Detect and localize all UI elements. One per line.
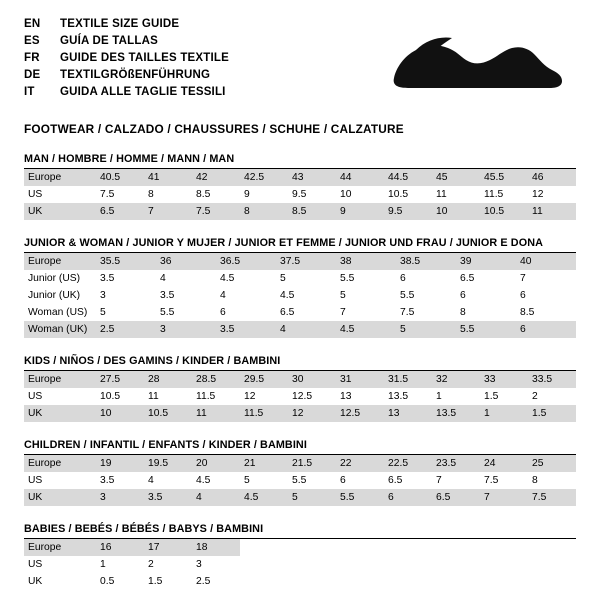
row-label: Europe [24, 169, 96, 186]
size-cell [528, 573, 576, 590]
size-cell: 42 [192, 169, 240, 186]
table-row [24, 556, 576, 573]
size-cell: 5.5 [160, 307, 175, 318]
size-cell: 43 [288, 169, 336, 186]
size-cell: 33 [480, 371, 528, 388]
size-cell [528, 556, 576, 573]
size-cell: 38.5 [396, 253, 456, 270]
language-title: GUIDA ALLE TAGLIE TESSILI [60, 86, 226, 98]
language-code: DE [24, 69, 41, 81]
size-cell: 4 [160, 273, 166, 284]
size-cell: 6 [384, 489, 432, 506]
size-cell: 1 [100, 559, 106, 570]
size-cell: 40.5 [96, 169, 144, 186]
language-code: EN [24, 18, 41, 30]
table-row [24, 304, 576, 321]
size-cell: 44.5 [384, 169, 432, 186]
size-cell: 5.5 [340, 273, 355, 284]
size-cell: 2.5 [196, 576, 211, 587]
size-cell: 5 [100, 307, 106, 318]
size-cell: 11 [436, 189, 447, 200]
size-cell: 11.5 [484, 189, 504, 200]
language-code: IT [24, 86, 35, 98]
size-cell: 4.5 [240, 489, 288, 506]
size-cell: 16 [96, 539, 144, 556]
size-cell [240, 539, 288, 556]
row-label: UK [24, 405, 96, 422]
size-cell: 12 [244, 391, 256, 402]
row-label: Junior (US) [28, 273, 81, 284]
size-cell: 7 [144, 203, 192, 220]
row-label: Woman (UK) [24, 321, 96, 338]
size-cell [480, 539, 528, 556]
size-cell: 11.5 [196, 391, 216, 402]
size-cell: 41 [144, 169, 192, 186]
size-cell: 6.5 [432, 489, 480, 506]
size-cell: 3.5 [160, 290, 175, 301]
size-cell: 4 [192, 489, 240, 506]
size-cell: 23.5 [432, 455, 480, 472]
size-cell: 42.5 [240, 169, 288, 186]
size-cell: 36 [156, 253, 216, 270]
size-cell: 7 [480, 489, 528, 506]
size-cell: 37.5 [276, 253, 336, 270]
language-code: ES [24, 35, 40, 47]
size-cell [384, 573, 432, 590]
size-table [24, 455, 576, 506]
table-row [24, 472, 576, 489]
size-cell: 5 [396, 321, 456, 338]
size-table-body [24, 371, 576, 422]
size-cell: 5.5 [456, 321, 516, 338]
size-cell: 7.5 [484, 475, 499, 486]
table-row [24, 405, 576, 422]
size-cell [288, 539, 336, 556]
size-cell: 46 [528, 169, 576, 186]
row-label: UK [24, 203, 96, 220]
size-cell: 7 [340, 307, 346, 318]
size-cell: 6 [520, 290, 526, 301]
table-row [24, 388, 576, 405]
size-cell: 45 [432, 169, 480, 186]
row-label: Woman (US) [28, 307, 88, 318]
size-cell: 39 [456, 253, 516, 270]
size-tables-container [0, 153, 600, 590]
page-title: FOOTWEAR / CALZADO / CHAUSSURES / SCHUHE / CALZATURE [24, 122, 404, 136]
size-cell [288, 573, 336, 590]
size-cell: 13.5 [432, 405, 480, 422]
size-table-body [24, 539, 576, 590]
row-label: Junior (UK) [28, 290, 81, 301]
language-code: FR [24, 52, 40, 64]
size-cell [336, 539, 384, 556]
size-cell: 8.5 [288, 203, 336, 220]
size-cell: 8.5 [196, 189, 211, 200]
size-table-body [24, 169, 576, 220]
size-block-babies [0, 523, 600, 590]
table-row [24, 573, 576, 590]
size-cell: 1 [436, 391, 442, 402]
language-title: TEXTILE SIZE GUIDE [60, 18, 180, 30]
size-cell: 9 [336, 203, 384, 220]
size-cell: 8.5 [520, 307, 535, 318]
table-row [24, 539, 576, 556]
size-cell: 2 [532, 391, 538, 402]
size-cell: 31.5 [384, 371, 432, 388]
size-cell [384, 556, 432, 573]
size-cell: 13 [340, 391, 352, 402]
size-cell: 4.5 [196, 475, 211, 486]
size-block-heading: CHILDREN / INFANTIL / ENFANTS / KINDER / BAMBINI [24, 439, 576, 455]
language-row [24, 67, 229, 84]
size-cell [432, 539, 480, 556]
size-cell: 2 [148, 559, 154, 570]
size-cell: 27.5 [96, 371, 144, 388]
size-cell: 1.5 [148, 576, 163, 587]
size-table [24, 539, 576, 590]
size-block-heading: KIDS / NIÑOS / DES GAMINS / KINDER / BAMBINI [24, 355, 576, 371]
size-cell: 44 [336, 169, 384, 186]
size-cell: 0.5 [100, 576, 115, 587]
size-cell: 12 [288, 405, 336, 422]
size-cell: 3 [156, 321, 216, 338]
size-cell: 5 [340, 290, 346, 301]
size-cell: 6.5 [460, 273, 475, 284]
size-cell [480, 573, 528, 590]
size-cell: 3.5 [100, 273, 115, 284]
size-block-heading: BABIES / BEBÉS / BÉBÉS / BABYS / BAMBINI [24, 523, 576, 539]
size-cell [432, 573, 480, 590]
row-label: US [28, 391, 43, 402]
size-block-heading: MAN / HOMBRE / HOMME / MANN / MAN [24, 153, 576, 169]
size-cell: 11 [192, 405, 240, 422]
size-cell: 17 [144, 539, 192, 556]
size-cell: 31 [336, 371, 384, 388]
dress-shoe-icon [386, 22, 566, 102]
language-title-list-body [24, 16, 229, 101]
size-cell: 11 [528, 203, 576, 220]
size-cell: 6.5 [96, 203, 144, 220]
size-cell: 2.5 [96, 321, 156, 338]
table-row [24, 270, 576, 287]
table-row [24, 371, 576, 388]
table-row [24, 253, 576, 270]
size-cell: 13 [384, 405, 432, 422]
size-cell [480, 556, 528, 573]
size-cell: 7.5 [528, 489, 576, 506]
size-cell: 20 [192, 455, 240, 472]
size-cell: 4 [148, 475, 154, 486]
size-cell [384, 539, 432, 556]
size-cell: 3.5 [144, 489, 192, 506]
size-cell: 6 [460, 290, 466, 301]
size-cell: 7.5 [400, 307, 415, 318]
size-block-kids [0, 355, 600, 422]
size-cell: 19 [96, 455, 144, 472]
size-cell: 5.5 [336, 489, 384, 506]
size-cell: 18 [192, 539, 240, 556]
size-cell: 11.5 [240, 405, 288, 422]
size-table-body [24, 253, 576, 338]
size-cell: 1.5 [484, 391, 499, 402]
size-table-body [24, 455, 576, 506]
size-cell: 3 [196, 559, 202, 570]
size-cell: 6 [340, 475, 346, 486]
size-cell: 10.5 [144, 405, 192, 422]
size-cell: 10 [432, 203, 480, 220]
row-label: US [28, 189, 43, 200]
size-cell [240, 556, 288, 573]
size-cell: 10.5 [388, 189, 409, 200]
size-cell: 10.5 [100, 391, 121, 402]
size-cell: 24 [480, 455, 528, 472]
language-row [24, 16, 229, 33]
size-cell: 1 [480, 405, 528, 422]
language-title: GUÍA DE TALLAS [60, 35, 158, 47]
size-cell: 32 [432, 371, 480, 388]
size-cell: 4 [220, 290, 226, 301]
size-cell [240, 573, 288, 590]
language-title: GUIDE DES TAILLES TEXTILE [60, 52, 229, 64]
size-cell: 6 [220, 307, 226, 318]
size-cell: 33.5 [528, 371, 576, 388]
size-cell: 28 [144, 371, 192, 388]
table-row [24, 169, 576, 186]
size-cell: 13.5 [388, 391, 409, 402]
size-cell: 38 [336, 253, 396, 270]
size-block-children [0, 439, 600, 506]
table-row [24, 455, 576, 472]
size-table [24, 169, 576, 220]
size-cell: 22 [336, 455, 384, 472]
size-cell [432, 556, 480, 573]
size-cell: 21.5 [288, 455, 336, 472]
row-label: US [28, 559, 43, 570]
row-label: UK [24, 489, 96, 506]
size-cell: 3.5 [216, 321, 276, 338]
language-title-list [24, 16, 229, 101]
size-cell: 12.5 [336, 405, 384, 422]
size-cell: 1.5 [528, 405, 576, 422]
size-cell: 25 [528, 455, 576, 472]
language-row [24, 84, 229, 101]
size-cell: 7.5 [192, 203, 240, 220]
language-row [24, 33, 229, 50]
size-block-man [0, 153, 600, 220]
size-cell: 5.5 [292, 475, 307, 486]
size-cell: 7 [436, 475, 442, 486]
size-cell: 6.5 [280, 307, 295, 318]
size-cell: 7 [520, 273, 526, 284]
size-cell [336, 573, 384, 590]
size-cell: 30 [288, 371, 336, 388]
size-cell: 4 [276, 321, 336, 338]
size-cell: 5.5 [400, 290, 415, 301]
size-table [24, 253, 576, 338]
size-cell: 8 [532, 475, 538, 486]
size-cell [288, 556, 336, 573]
size-cell: 5 [280, 273, 286, 284]
row-label: US [28, 475, 43, 486]
row-label: Europe [24, 455, 96, 472]
size-cell: 4.5 [280, 290, 295, 301]
row-label: Europe [24, 539, 96, 556]
size-cell: 10.5 [480, 203, 528, 220]
row-label: Europe [24, 371, 96, 388]
table-row [24, 287, 576, 304]
size-cell: 6 [400, 273, 406, 284]
size-cell: 12.5 [292, 391, 313, 402]
size-cell: 8 [240, 203, 288, 220]
size-cell: 45.5 [480, 169, 528, 186]
size-cell: 10 [340, 189, 352, 200]
size-cell: 9.5 [292, 189, 307, 200]
size-cell: 3.5 [100, 475, 115, 486]
size-cell: 28.5 [192, 371, 240, 388]
language-row [24, 50, 229, 67]
size-table [24, 371, 576, 422]
size-cell: 29.5 [240, 371, 288, 388]
size-cell: 3 [100, 290, 106, 301]
document-header [0, 0, 600, 110]
language-title: TEXTILGRÖßENFÜHRUNG [60, 69, 211, 81]
table-row [24, 489, 576, 506]
row-label: UK [28, 576, 43, 587]
size-cell: 9.5 [384, 203, 432, 220]
size-cell: 12 [532, 189, 544, 200]
size-cell: 21 [240, 455, 288, 472]
size-cell: 3 [96, 489, 144, 506]
row-label: Europe [24, 253, 96, 270]
size-cell: 10 [96, 405, 144, 422]
size-cell: 7.5 [100, 189, 115, 200]
size-cell: 22.5 [384, 455, 432, 472]
size-cell: 35.5 [96, 253, 156, 270]
size-cell: 9 [244, 189, 250, 200]
size-cell: 4.5 [336, 321, 396, 338]
size-cell: 8 [460, 307, 466, 318]
size-cell: 4.5 [220, 273, 235, 284]
size-cell: 6 [516, 321, 576, 338]
table-row [24, 186, 576, 203]
size-cell: 8 [148, 189, 154, 200]
size-cell: 5 [244, 475, 250, 486]
table-row [24, 321, 576, 338]
size-cell: 40 [516, 253, 576, 270]
size-cell: 19.5 [144, 455, 192, 472]
size-block-heading: JUNIOR & WOMAN / JUNIOR Y MUJER / JUNIOR ET FEMME / JUNIOR UND FRAU / JUNIOR E DONA [24, 237, 576, 253]
table-row [24, 203, 576, 220]
size-cell: 36.5 [216, 253, 276, 270]
size-cell: 6.5 [388, 475, 403, 486]
size-block-junior-woman [0, 237, 600, 338]
size-cell [336, 556, 384, 573]
size-cell [528, 539, 576, 556]
size-cell: 5 [288, 489, 336, 506]
size-cell: 11 [148, 391, 159, 402]
